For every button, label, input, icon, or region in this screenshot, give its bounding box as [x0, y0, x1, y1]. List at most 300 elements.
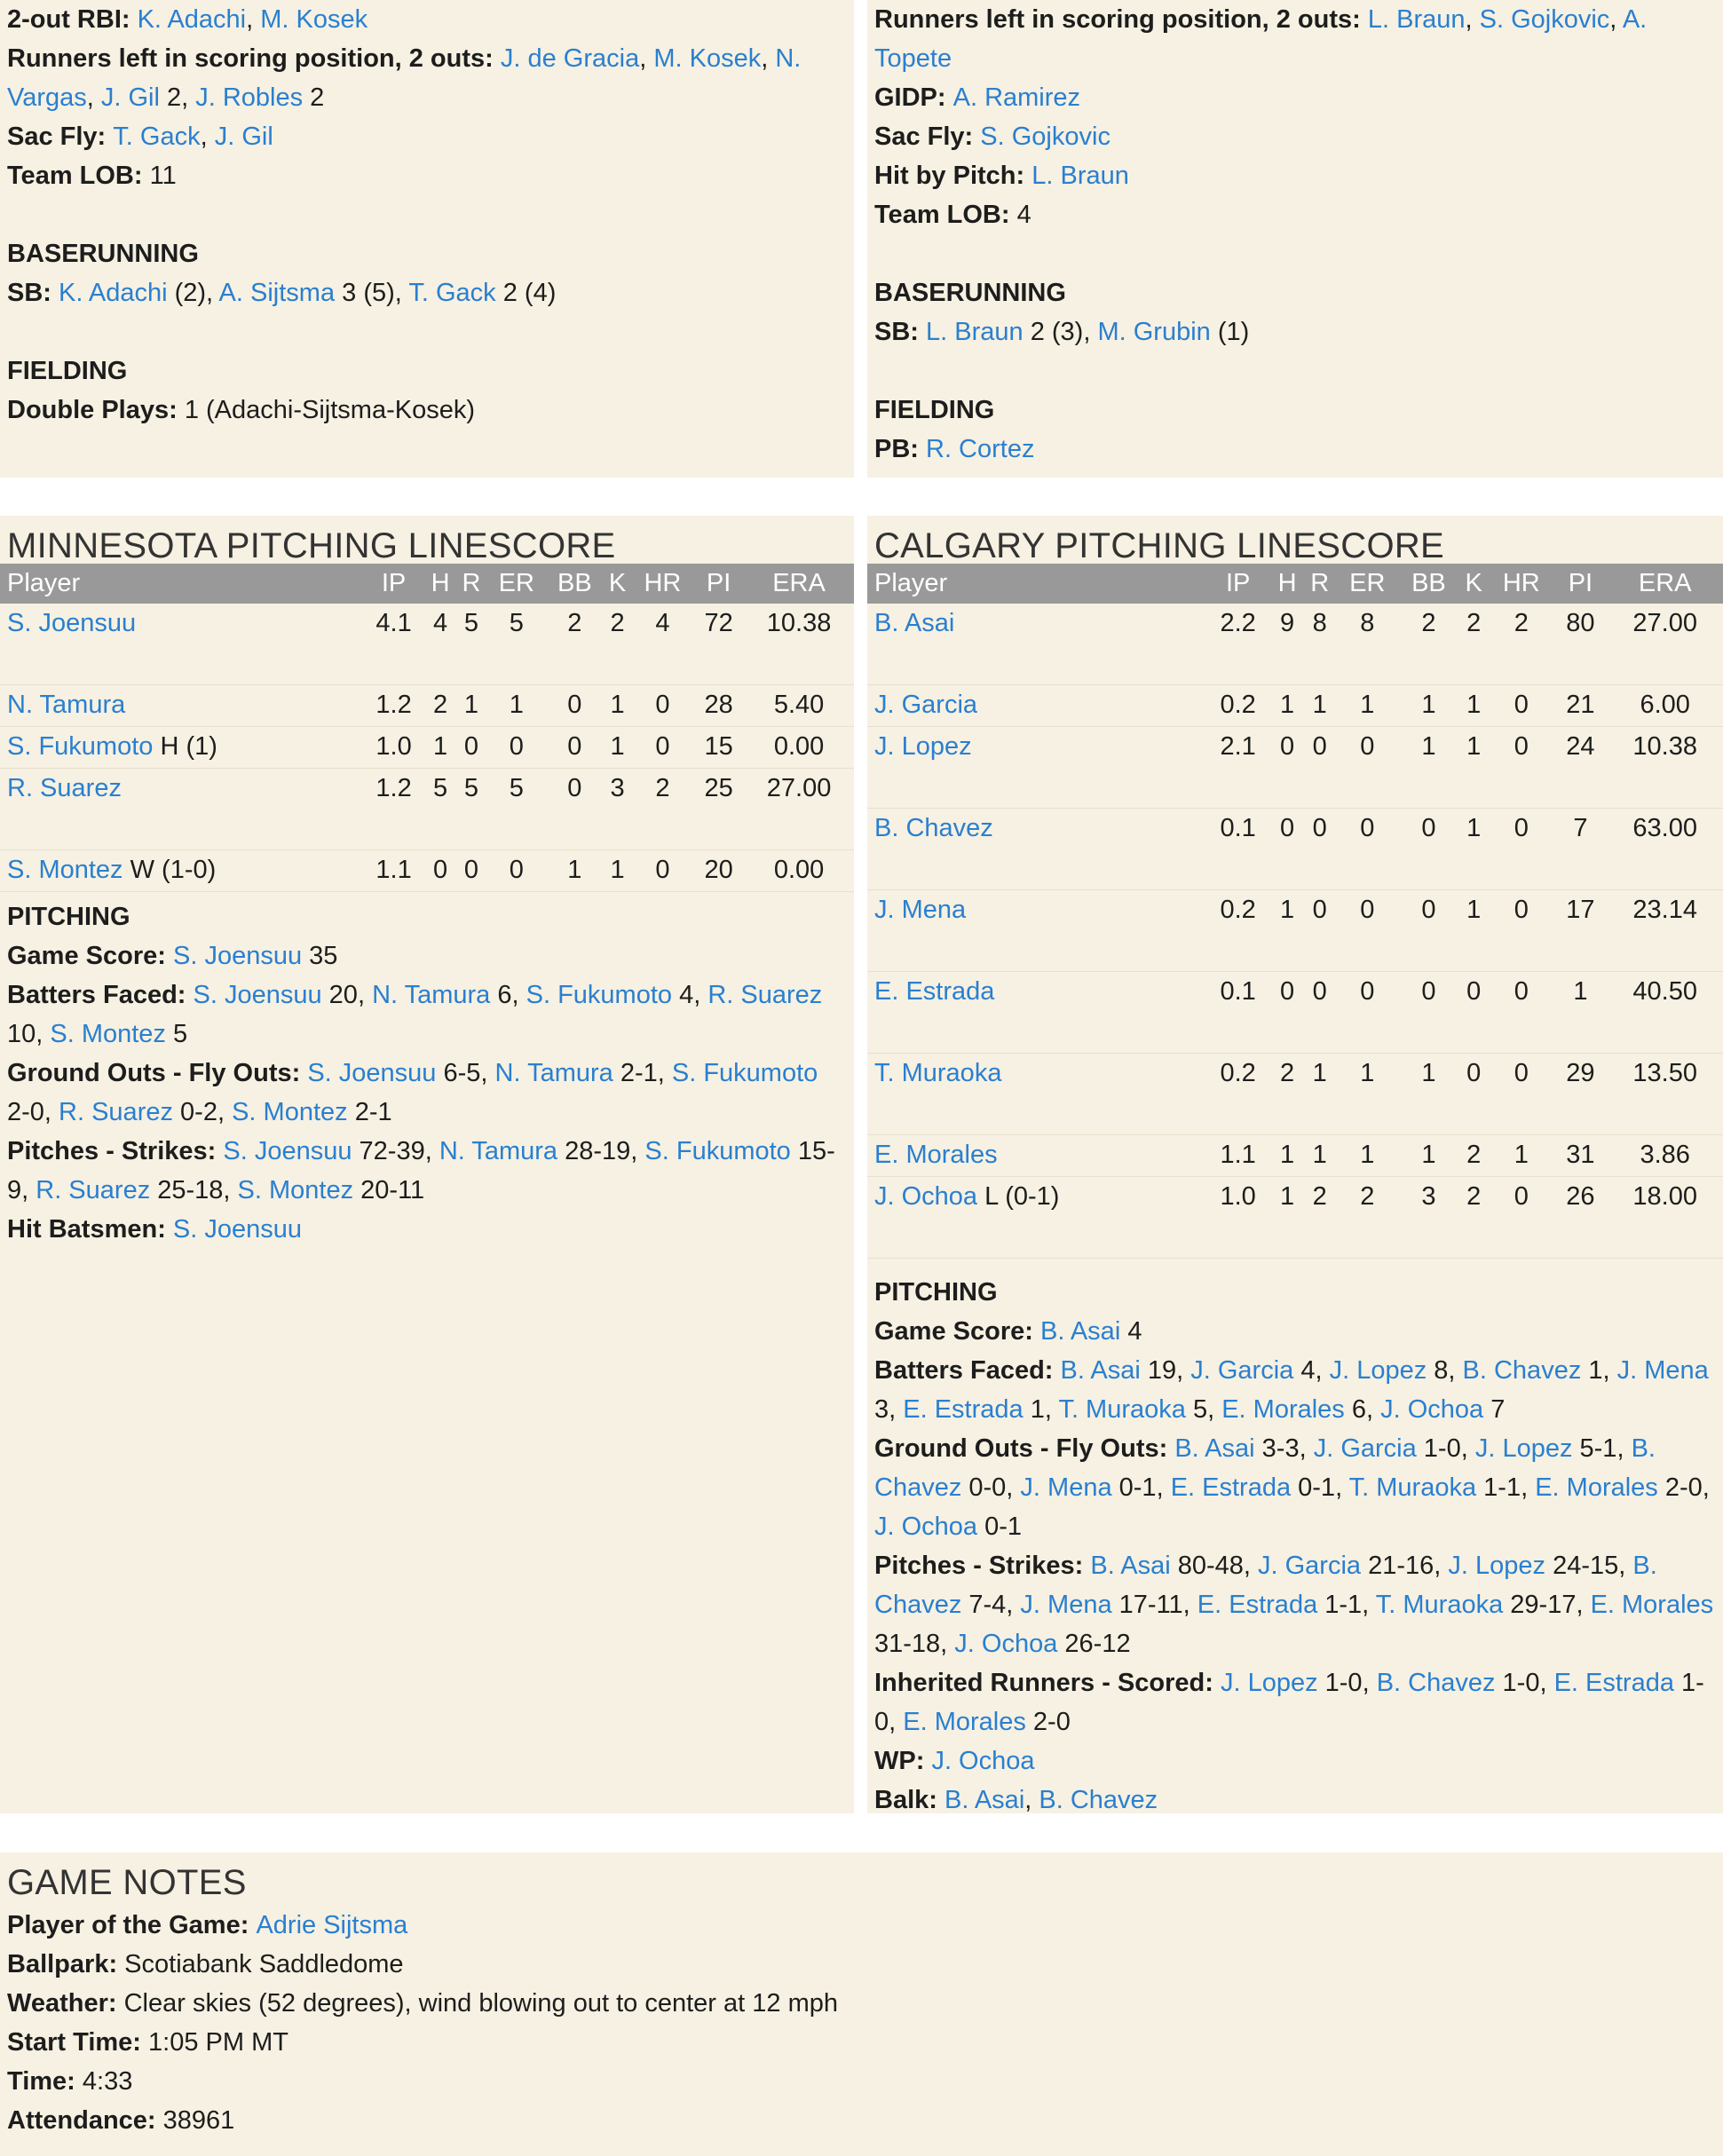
player-link-j-ochoa[interactable]: J. Ochoa [1380, 1395, 1484, 1424]
player-link-b-asai[interactable]: B. Asai [1060, 1356, 1141, 1385]
player-link-k-adachi[interactable]: K. Adachi [59, 279, 168, 307]
stat-cell-k: 1 [603, 850, 631, 892]
table-row [867, 809, 1723, 890]
stat-label: Hit Batsmen: [7, 1215, 173, 1244]
stat-cell-pi: 25 [693, 769, 744, 850]
stat-label: Player of the Game: [7, 1911, 257, 1939]
stat-value: (1) [1210, 318, 1250, 346]
stat-cell-ip: 1.0 [362, 727, 424, 769]
player-link-m-kosek[interactable]: M. Kosek [653, 44, 762, 73]
stat-cell-h: 1 [1271, 685, 1304, 727]
player-link-e-estrada[interactable]: E. Estrada [903, 1395, 1024, 1424]
player-link-j-ochoa[interactable]: J. Ochoa [954, 1630, 1058, 1658]
stat-value: Scotiabank Saddledome [124, 1950, 404, 1978]
stat-cell-hr: 0 [1489, 809, 1553, 890]
stat-cell-r: 1 [1303, 1135, 1336, 1177]
stat-value: , [86, 83, 101, 112]
pitching-header: PITCHING [7, 903, 130, 931]
stat-value: 38961 [162, 2106, 235, 2135]
player-cell [0, 685, 362, 727]
stat-value: 4, [1293, 1356, 1330, 1385]
stat-label: Runners left in scoring position, 2 outs: [874, 5, 1368, 34]
stat-value: , [639, 44, 654, 73]
stat-label: PB: [874, 435, 926, 463]
stat-cell-r: 1 [1303, 1054, 1336, 1135]
decision-note: L (0-1) [977, 1182, 1060, 1211]
stat-cell-h: 1 [1271, 890, 1304, 972]
player-link-j-ochoa[interactable]: J. Ochoa [874, 1182, 978, 1211]
cal-pitching-pitches-strikes [874, 1546, 1716, 1663]
stat-value: 5, [1185, 1395, 1222, 1424]
stat-label: Game Score: [7, 942, 173, 970]
player-cell [0, 604, 362, 685]
player-link-e-estrada[interactable]: E. Estrada [1170, 1473, 1292, 1502]
player-link-s-montez[interactable]: S. Montez [50, 1020, 166, 1048]
player-link-b-asai[interactable]: B. Asai [1090, 1552, 1171, 1580]
player-link-b-chavez[interactable]: B. Chavez [874, 814, 993, 842]
min-note-2-out-rbi [7, 0, 847, 39]
stat-value: 6-5, [436, 1059, 495, 1087]
player-link-j-lopez[interactable]: J. Lopez [1220, 1669, 1318, 1697]
stat-cell-era: 27.00 [1607, 604, 1723, 685]
stat-cell-r: 0 [1303, 972, 1336, 1054]
player-link-s-gojkovic[interactable]: S. Gojkovic [1479, 5, 1610, 34]
player-link-r-suarez[interactable]: R. Suarez [36, 1176, 151, 1204]
stat-cell-h: 5 [425, 769, 456, 850]
stat-value: , [246, 5, 261, 34]
player-link-j-ochoa[interactable]: J. Ochoa [874, 1512, 978, 1541]
stat-cell-hr: 0 [1489, 1177, 1553, 1259]
stat-cell-era: 63.00 [1607, 809, 1723, 890]
stat-value: 4:33 [82, 2067, 133, 2096]
player-link-j-mena[interactable]: J. Mena [1616, 1356, 1709, 1385]
player-link-s-montez[interactable]: S. Montez [237, 1176, 354, 1204]
stat-value: , [1609, 5, 1623, 34]
player-link-b-asai[interactable]: B. Asai [1039, 1317, 1121, 1346]
player-link-l-braun[interactable]: L. Braun [926, 318, 1024, 346]
stat-cell-er: 8 [1336, 604, 1399, 685]
column-header-er[interactable]: ER [498, 569, 534, 597]
player-link-n-tamura[interactable]: N. Tamura [439, 1137, 558, 1165]
stat-value: , [200, 122, 215, 151]
stat-value: 8, [1427, 1356, 1463, 1385]
stat-cell-r: 1 [456, 685, 487, 727]
player-link-e-estrada[interactable]: E. Estrada [874, 977, 995, 1006]
stat-cell-era: 6.00 [1607, 685, 1723, 727]
stat-cell-ip: 0.1 [1205, 809, 1271, 890]
stat-cell-er: 1 [486, 685, 546, 727]
stat-value: , [1465, 5, 1480, 34]
player-link-j-gil[interactable]: J. Gil [214, 122, 273, 151]
player-link-s-joensuu[interactable]: S. Joensuu [172, 942, 303, 970]
stat-cell-r: 1 [1303, 685, 1336, 727]
player-link-e-estrada[interactable]: E. Estrada [1553, 1669, 1674, 1697]
stat-value: 20-11 [353, 1176, 425, 1204]
player-link-s-joensuu[interactable]: S. Joensuu [223, 1137, 352, 1165]
stat-cell-era: 13.50 [1607, 1054, 1723, 1135]
stat-value: 4 [1120, 1317, 1142, 1346]
stat-label: Pitches - Strikes: [874, 1552, 1091, 1580]
stat-value: 0-2, [172, 1098, 233, 1126]
player-link-e-morales[interactable]: E. Morales [1535, 1473, 1658, 1502]
player-cell [867, 604, 1205, 685]
player-cell [867, 1054, 1205, 1135]
stat-cell-k: 2 [1458, 604, 1489, 685]
min-baserunning-sb [7, 273, 847, 312]
player-link-adrie-sijtsma[interactable]: Adrie Sijtsma [256, 1911, 408, 1939]
player-link-b-asai[interactable]: B. Asai [874, 609, 955, 637]
player-link-l-braun[interactable]: L. Braun [1367, 5, 1466, 34]
player-link-b-asai[interactable]: B. Asai [1174, 1434, 1255, 1463]
player-link-n-tamura[interactable]: N. Tamura [494, 1059, 613, 1087]
stat-cell-h: 2 [425, 685, 456, 727]
stat-cell-r: 0 [456, 850, 487, 892]
stat-cell-k: 1 [1458, 809, 1489, 890]
column-header-player[interactable]: Player [874, 569, 948, 597]
player-link-b-asai[interactable]: B. Asai [944, 1786, 1025, 1814]
player-link-j-mena[interactable]: J. Mena [874, 896, 967, 924]
player-link-j-ochoa[interactable]: J. Ochoa [931, 1747, 1035, 1775]
stat-cell-hr: 0 [1489, 1054, 1553, 1135]
stat-cell-ip: 2.1 [1205, 727, 1271, 809]
stat-cell-era: 23.14 [1607, 890, 1723, 972]
stat-value: 1-0, [1416, 1434, 1475, 1463]
player-link-s-montez[interactable]: S. Montez [7, 856, 123, 884]
player-cell [867, 1135, 1205, 1177]
stat-value: 1, [1581, 1356, 1617, 1385]
stat-cell-h: 0 [1271, 972, 1304, 1054]
player-link-s-joensuu[interactable]: S. Joensuu [193, 981, 322, 1009]
stat-value: 19, [1140, 1356, 1191, 1385]
stat-value: 1-0, [874, 1669, 1704, 1736]
stat-cell-pi: 15 [693, 727, 744, 769]
player-link-s-fukumoto[interactable]: S. Fukumoto [526, 981, 673, 1009]
player-link-n-tamura[interactable]: N. Tamura [7, 691, 126, 719]
table-header-row [0, 564, 854, 604]
min-fielding-double-plays [7, 391, 847, 430]
column-header-h[interactable]: H [1277, 569, 1297, 597]
stat-cell-k: 2 [1458, 1177, 1489, 1259]
stat-cell-er: 5 [486, 604, 546, 685]
player-link-j-garcia[interactable]: J. Garcia [1190, 1356, 1294, 1385]
column-header-bb[interactable]: BB [1411, 569, 1446, 597]
stat-value: 21-16, [1361, 1552, 1449, 1580]
stat-value: , [1024, 1786, 1039, 1814]
player-link-e-morales[interactable]: E. Morales [1221, 1395, 1345, 1424]
stat-cell-pi: 24 [1553, 727, 1607, 809]
stat-cell-er: 1 [1336, 685, 1399, 727]
table-row [867, 890, 1723, 972]
stat-cell-h: 2 [1271, 1054, 1304, 1135]
column-header-k[interactable]: K [1465, 569, 1482, 597]
stat-value: 4, [672, 981, 708, 1009]
decision-note: H (1) [153, 732, 217, 761]
stat-cell-hr: 2 [1489, 604, 1553, 685]
player-link-j-mena[interactable]: J. Mena [1020, 1591, 1112, 1619]
column-header-pi[interactable]: PI [706, 569, 731, 597]
stat-cell-er: 5 [486, 769, 546, 850]
stat-value: 5-1, [1572, 1434, 1632, 1463]
stat-value: 3, [874, 1395, 904, 1424]
player-link-s-fukumoto[interactable]: S. Fukumoto [7, 732, 154, 761]
baserunning-header: BASERUNNING [7, 240, 199, 268]
stat-value: 2 (4) [495, 279, 557, 307]
player-link-t-muraoka[interactable]: T. Muraoka [874, 1059, 1002, 1087]
cal-pitching-game-score [874, 1312, 1716, 1351]
player-link-s-fukumoto[interactable]: S. Fukumoto [671, 1059, 818, 1087]
stat-value: 7-4, [961, 1591, 1021, 1619]
stat-label: Start Time: [7, 2028, 149, 2057]
min-note-runners-left-in-scoring-position-2-outs [7, 39, 847, 117]
stat-cell-er: 1 [1336, 1135, 1399, 1177]
player-link-b-chavez[interactable]: B. Chavez [874, 1434, 1656, 1502]
stat-label: Ballpark: [7, 1950, 125, 1978]
stat-value: 1, [1023, 1395, 1059, 1424]
stat-cell-k: 3 [603, 769, 631, 850]
stat-value: , [761, 44, 776, 73]
stat-cell-pi: 80 [1553, 604, 1607, 685]
player-link-t-muraoka[interactable]: T. Muraoka [1375, 1591, 1504, 1619]
player-link-j-lopez[interactable]: J. Lopez [1329, 1356, 1427, 1385]
stat-cell-bb: 1 [1399, 1054, 1459, 1135]
player-link-s-montez[interactable]: S. Montez [232, 1098, 348, 1126]
stat-cell-hr: 4 [632, 604, 694, 685]
column-header-ip[interactable]: IP [381, 569, 407, 597]
player-link-j-lopez[interactable]: J. Lopez [1474, 1434, 1573, 1463]
column-header-hr[interactable]: HR [1502, 569, 1540, 597]
column-header-r[interactable]: R [462, 569, 481, 597]
player-link-k-adachi[interactable]: K. Adachi [137, 5, 247, 34]
stat-cell-h: 9 [1271, 604, 1304, 685]
player-link-r-suarez[interactable]: R. Suarez [707, 981, 823, 1009]
column-header-er[interactable]: ER [1349, 569, 1386, 597]
stat-value: Clear skies (52 degrees), wind blowing out to center at 12 mph [123, 1989, 838, 2018]
player-link-s-joensuu[interactable]: S. Joensuu [307, 1059, 437, 1087]
stat-cell-ip: 0.2 [1205, 685, 1271, 727]
stat-value: 15-9, [7, 1137, 835, 1204]
player-link-a-topete[interactable]: A. Topete [874, 5, 1648, 73]
player-link-l-braun[interactable]: L. Braun [1031, 162, 1129, 190]
stat-cell-hr: 0 [1489, 727, 1553, 809]
decision-note: W (1-0) [123, 856, 217, 884]
player-link-j-robles[interactable]: J. Robles [195, 83, 304, 112]
stat-value: 5 [165, 1020, 188, 1048]
stat-value: 17-11, [1111, 1591, 1197, 1619]
cal-pitching-ground-outs-fly-outs [874, 1429, 1716, 1546]
column-header-era[interactable]: ERA [772, 569, 826, 597]
player-link-t-muraoka[interactable]: T. Muraoka [1348, 1473, 1477, 1502]
player-link-j-garcia[interactable]: J. Garcia [874, 691, 978, 719]
player-link-e-morales[interactable]: E. Morales [1590, 1591, 1714, 1619]
stat-cell-hr: 0 [632, 850, 694, 892]
stat-cell-er: 2 [1336, 1177, 1399, 1259]
cal-pitching-batters-faced [874, 1351, 1716, 1429]
player-link-t-muraoka[interactable]: T. Muraoka [1058, 1395, 1186, 1424]
stat-cell-bb: 1 [546, 850, 603, 892]
column-header-pi[interactable]: PI [1568, 569, 1593, 597]
game-notes-panel [0, 1852, 1723, 2156]
player-link-j-de-gracia[interactable]: J. de Gracia [500, 44, 640, 73]
player-link-j-mena[interactable]: J. Mena [1020, 1473, 1112, 1502]
stat-label: Double Plays: [7, 396, 185, 424]
player-link-e-morales[interactable]: E. Morales [903, 1708, 1026, 1736]
stat-label: Batters Faced: [7, 981, 194, 1009]
stat-cell-bb: 1 [1399, 1135, 1459, 1177]
stat-cell-ip: 0.2 [1205, 1054, 1271, 1135]
player-link-b-chavez[interactable]: B. Chavez [1462, 1356, 1582, 1385]
player-cell [867, 685, 1205, 727]
player-link-r-cortez[interactable]: R. Cortez [926, 435, 1035, 463]
table-row [867, 1054, 1723, 1135]
table-row [867, 1135, 1723, 1177]
player-link-t-gack[interactable]: T. Gack [113, 122, 201, 151]
player-link-e-morales[interactable]: E. Morales [874, 1141, 998, 1169]
player-link-s-joensuu[interactable]: S. Joensuu [172, 1215, 303, 1244]
stat-label: Hit by Pitch: [874, 162, 1032, 190]
stat-value: 20, [321, 981, 373, 1009]
stat-value: (2), [167, 279, 219, 307]
minnesota-pitching-title: MINNESOTA PITCHING LINESCORE [7, 526, 616, 565]
min-pitching-game-score [7, 936, 847, 975]
stat-cell-ip: 4.1 [362, 604, 424, 685]
stat-label: SB: [874, 318, 926, 346]
stat-value: 4 [1016, 201, 1031, 229]
stat-label: Sac Fly: [7, 122, 114, 151]
stat-label: Inherited Runners - Scored: [874, 1669, 1221, 1697]
stat-value: 1-1, [1476, 1473, 1536, 1502]
stat-label: Sac Fly: [874, 122, 981, 151]
stat-value: 29-17, [1503, 1591, 1591, 1619]
player-link-r-suarez[interactable]: R. Suarez [59, 1098, 173, 1126]
stat-cell-k: 0 [1458, 1054, 1489, 1135]
player-link-s-fukumoto[interactable]: S. Fukumoto [644, 1137, 791, 1165]
player-link-m-kosek[interactable]: M. Kosek [260, 5, 368, 34]
stat-label: WP: [874, 1747, 932, 1775]
column-header-h[interactable]: H [431, 569, 450, 597]
stat-cell-er: 0 [1336, 972, 1399, 1054]
stat-value: 2-1 [347, 1098, 392, 1126]
player-link-s-joensuu[interactable]: S. Joensuu [7, 609, 137, 637]
calgary-pitching-table [867, 564, 1723, 1259]
player-cell [0, 850, 362, 892]
player-link-a-ramirez[interactable]: A. Ramirez [952, 83, 1081, 112]
stat-value: 25-18, [150, 1176, 238, 1204]
stat-label: Team LOB: [874, 201, 1017, 229]
stat-cell-k: 1 [1458, 727, 1489, 809]
table-row [0, 727, 854, 769]
stat-cell-bb: 0 [1399, 890, 1459, 972]
player-link-a-sijtsma[interactable]: A. Sijtsma [218, 279, 336, 307]
stat-cell-pi: 29 [1553, 1054, 1607, 1135]
cal-baserunning-sb [874, 312, 1716, 351]
stat-label: SB: [7, 279, 59, 307]
column-header-ip[interactable]: IP [1225, 569, 1251, 597]
stat-cell-ip: 1.2 [362, 685, 424, 727]
column-header-player[interactable]: Player [7, 569, 81, 597]
player-link-j-lopez[interactable]: J. Lopez [874, 732, 972, 761]
stat-cell-k: 0 [1458, 972, 1489, 1054]
stat-value: 0-0, [961, 1473, 1021, 1502]
cal-pitching-inherited-runners-scored [874, 1663, 1716, 1741]
stat-cell-r: 5 [456, 604, 487, 685]
stat-cell-h: 4 [425, 604, 456, 685]
calgary-pitching-title: CALGARY PITCHING LINESCORE [874, 526, 1445, 565]
stat-value: 0-1, [1291, 1473, 1349, 1502]
stat-cell-er: 1 [1336, 1054, 1399, 1135]
player-link-j-gil[interactable]: J. Gil [100, 83, 160, 112]
stat-value: 35 [302, 942, 338, 970]
player-link-t-gack[interactable]: T. Gack [408, 279, 496, 307]
stat-value: 0-1, [1111, 1473, 1171, 1502]
stat-value: 1:05 PM MT [148, 2028, 288, 2057]
stat-cell-era: 10.38 [744, 604, 854, 685]
minnesota-pitching-table [0, 564, 854, 892]
stat-cell-h: 1 [1271, 1177, 1304, 1259]
player-link-s-gojkovic[interactable]: S. Gojkovic [980, 122, 1110, 151]
player-link-j-garcia[interactable]: J. Garcia [1258, 1552, 1362, 1580]
table-header-row [867, 564, 1723, 604]
stat-value: 1-1, [1317, 1591, 1376, 1619]
stat-cell-r: 0 [456, 727, 487, 769]
cal-note-team-lob [874, 195, 1716, 234]
column-header-era[interactable]: ERA [1638, 569, 1692, 597]
column-header-bb[interactable]: BB [557, 569, 592, 597]
player-link-b-chavez[interactable]: B. Chavez [874, 1552, 1657, 1619]
player-link-j-garcia[interactable]: J. Garcia [1313, 1434, 1417, 1463]
calgary-pitching-panel [867, 516, 1723, 1813]
player-link-n-vargas[interactable]: N. Vargas [7, 44, 802, 112]
stat-value: 2-0 [1025, 1708, 1071, 1736]
stat-cell-ip: 2.2 [1205, 604, 1271, 685]
stat-cell-ip: 1.2 [362, 769, 424, 850]
table-row [0, 685, 854, 727]
min-pitching-ground-outs-fly-outs [7, 1054, 847, 1132]
stat-label: Time: [7, 2067, 83, 2096]
stat-cell-pi: 21 [1553, 685, 1607, 727]
stat-cell-era: 27.00 [744, 769, 854, 850]
stat-label: GIDP: [874, 83, 953, 112]
player-link-n-tamura[interactable]: N. Tamura [372, 981, 491, 1009]
pitching-header: PITCHING [874, 1278, 998, 1307]
min-pitching-hit-batsmen [7, 1210, 847, 1249]
column-header-hr[interactable]: HR [644, 569, 682, 597]
stat-cell-pi: 72 [693, 604, 744, 685]
player-cell [867, 809, 1205, 890]
stat-cell-era: 5.40 [744, 685, 854, 727]
stat-value: 28-19, [557, 1137, 645, 1165]
stat-cell-ip: 1.1 [1205, 1135, 1271, 1177]
stat-cell-hr: 2 [632, 769, 694, 850]
stat-cell-era: 10.38 [1607, 727, 1723, 809]
player-link-r-suarez[interactable]: R. Suarez [7, 774, 122, 802]
stat-value: 1 (Adachi-Sijtsma-Kosek) [184, 396, 475, 424]
column-header-r[interactable]: R [1310, 569, 1330, 597]
column-header-k[interactable]: K [608, 569, 627, 597]
player-link-b-chavez[interactable]: B. Chavez [1039, 1786, 1158, 1814]
stat-cell-era: 0.00 [744, 727, 854, 769]
player-link-e-estrada[interactable]: E. Estrada [1197, 1591, 1318, 1619]
stat-cell-k: 2 [603, 604, 631, 685]
player-link-m-grubin[interactable]: M. Grubin [1097, 318, 1211, 346]
stat-cell-er: 0 [1336, 727, 1399, 809]
player-link-j-lopez[interactable]: J. Lopez [1448, 1552, 1546, 1580]
stat-label: Balk: [874, 1786, 944, 1814]
stat-cell-k: 2 [1458, 1135, 1489, 1177]
player-link-b-chavez[interactable]: B. Chavez [1376, 1669, 1496, 1697]
stat-label: Team LOB: [7, 162, 150, 190]
stat-label: Ground Outs - Fly Outs: [874, 1434, 1175, 1463]
stat-value: 26-12 [1057, 1630, 1131, 1658]
